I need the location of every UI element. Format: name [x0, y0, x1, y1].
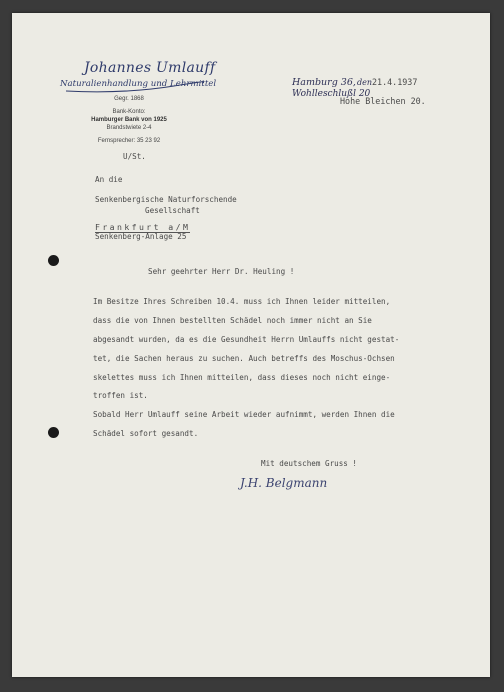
punch-hole-top [48, 255, 59, 266]
street-typed: Hohe Bleichen 20. [340, 96, 426, 106]
recipient-line2: Senkenbergische Naturforschende [95, 195, 237, 204]
recipient-line1: An die [95, 175, 123, 184]
letterhead-trade: Naturalienhandlung und Lehrmittel [60, 79, 217, 89]
body-line: Im Besitze Ihres Schreiben 10.4. muss ich Ihnen leider mitteilen, [93, 297, 391, 306]
closing-text: Mit deutschem Gruss ! [261, 459, 358, 468]
body-line: Sobald Herr Umlauff seine Arbeit wieder aufnimmt, werden Ihnen die [93, 410, 395, 419]
recipient-city: Frankfurt a/M [95, 222, 191, 232]
recipient-line3: Gesellschaft [145, 206, 200, 215]
letterhead-name: Johannes Umlauff [84, 60, 216, 76]
founded-text: Gegr. 1868 [114, 96, 144, 102]
bank-address: Brandstwiete 2-4 [106, 125, 152, 131]
date-label: den [357, 78, 373, 87]
place-text: Hamburg 36, [292, 77, 356, 88]
bank-label: Bank-Konto: [112, 109, 146, 115]
recipient-street: Senkenberg-Anlage 25 [95, 232, 187, 241]
body-line: abgesandt wurden, da es die Gesundheit Herrn Umlauffs nicht gestat- [93, 335, 400, 344]
letter-date: 21.4.1937 [372, 77, 418, 87]
punch-hole-bottom [48, 427, 59, 438]
letterhead-flourish [64, 80, 204, 94]
body-line: tet, die Sachen heraus zu suchen. Auch betreffs des Moschus-Ochsen [93, 354, 395, 363]
signature: J.H. Belgmann [240, 476, 328, 490]
reference-code: U/St. [123, 152, 146, 161]
salutation: Sehr geehrter Herr Dr. Heuling ! [148, 267, 295, 276]
street-handwritten: Wohlleschlußl 20 [292, 89, 371, 99]
body-line: dass die von Ihnen bestellten Schädel noch immer nicht an Sie [93, 316, 372, 325]
phone-number: Fernsprecher: 35 23 92 [97, 138, 161, 144]
body-line: Schädel sofort gesandt. [93, 429, 199, 438]
bank-name: Hamburger Bank von 1925 [91, 117, 167, 123]
body-line: troffen ist. [93, 391, 148, 400]
body-line: skelettes muss ich Ihnen mitteilen, dass dieses noch nicht einge- [93, 373, 391, 382]
